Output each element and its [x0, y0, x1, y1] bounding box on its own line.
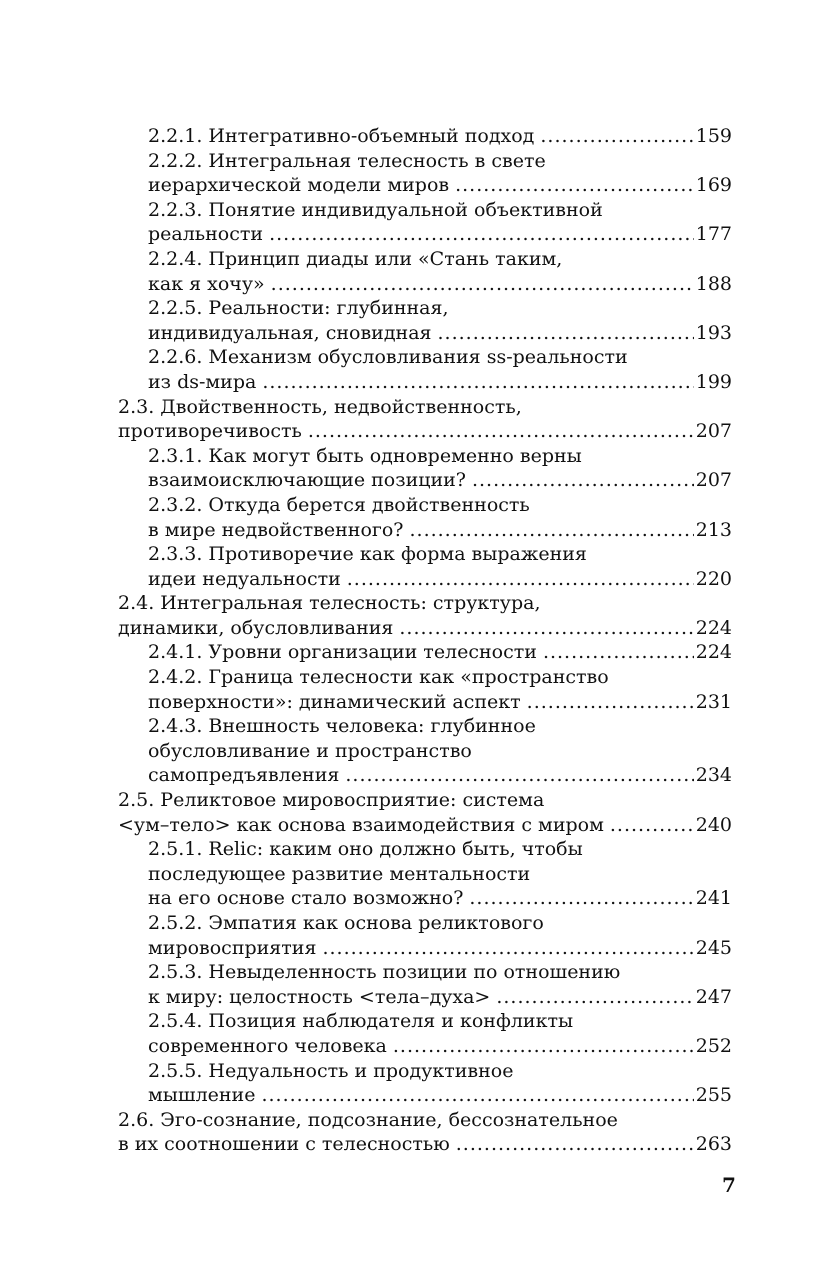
toc-entry-title-line: 2.5.3. Невыделенность позиции по отношению	[148, 961, 621, 984]
toc-entry-title-line: 2.2.6. Механизм обусловливания ss-реальности	[148, 346, 628, 369]
toc-page-number: 159	[695, 125, 732, 147]
toc-entry-title-line: к миру: целостность <тела–духа>	[148, 985, 491, 1008]
toc-entry-title-line: иерархической модели миров	[148, 174, 450, 197]
table-of-contents	[118, 124, 732, 1157]
toc-entry-title-line: 2.2.4. Принцип диады или «Стань таким,	[148, 247, 563, 270]
toc-entry-title-line: 2.4.3. Внешность человека: глубинное	[148, 715, 536, 738]
toc-entry	[118, 788, 732, 837]
toc-entry	[118, 542, 732, 591]
toc-entry-final-line	[148, 173, 732, 198]
toc-entry	[118, 1009, 732, 1058]
dot-leader	[438, 321, 694, 346]
toc-entry-title-line: как я хочу»	[148, 272, 265, 295]
toc-page-number: 263	[695, 1133, 732, 1156]
toc-entry-title-line: 2.5.4. Позиция наблюдателя и конфликты	[148, 1010, 574, 1033]
toc-entry-title-line: 2.5.2. Эмпатия как основа реликтового	[148, 912, 544, 934]
dot-leader	[261, 1083, 693, 1108]
toc-entry-title-line: 2.2.2. Интегральная телесность в свете	[148, 149, 546, 172]
toc-page-number: 241	[695, 887, 732, 910]
dot-leader	[456, 1132, 694, 1157]
toc-page-number: 207	[695, 420, 732, 443]
toc-page-number: 169	[695, 174, 732, 197]
toc-entry-final-line	[148, 321, 732, 346]
toc-entry-final-line	[118, 813, 732, 838]
toc-entry-title-line: 2.5. Реликтовое мировосприятие: система	[118, 789, 545, 812]
toc-entry-title-line: 2.5.5. Недуальность и продуктивное	[148, 1059, 514, 1082]
toc-entry-title-line: в их соотношении с телесностью	[118, 1133, 450, 1156]
toc-entry-title-line: <ум–тело> как основа взаимодействия с миром	[118, 813, 604, 836]
toc-entry-title-line: 2.4. Интегральная телесность: структура,	[118, 592, 541, 615]
toc-page-number: 199	[695, 370, 732, 393]
toc-entry-final-line	[148, 518, 732, 543]
dot-leader	[527, 690, 694, 715]
dot-leader	[393, 1034, 694, 1059]
toc-entry-final-line	[118, 419, 732, 444]
toc-entry	[118, 714, 732, 788]
toc-entry-title-line: 2.6. Эго-сознание, подсознание, бессознательное	[118, 1108, 618, 1131]
toc-entry	[118, 444, 732, 493]
dot-leader	[610, 813, 694, 838]
toc-entry-final-line	[148, 124, 732, 149]
toc-entry	[118, 296, 732, 345]
toc-entry-title-line: 2.3.1. Как могут быть одновременно верны	[148, 444, 582, 467]
toc-entry-title-line: мышление	[148, 1084, 256, 1107]
toc-entry-title-line: поверхности»: динамический аспект	[148, 690, 521, 713]
toc-page-number: 207	[695, 469, 732, 492]
dot-leader	[271, 272, 694, 297]
toc-entry-title-line: в мире недвойственного?	[148, 518, 404, 541]
dot-leader	[262, 370, 693, 395]
toc-entry-final-line	[148, 690, 732, 715]
toc-entry	[118, 911, 732, 960]
toc-entry-final-line	[148, 272, 732, 297]
toc-page-number: 177	[695, 223, 732, 246]
toc-entry-title-line: 2.3.3. Противоречие как форма выражения	[148, 543, 587, 566]
dot-leader	[322, 936, 693, 961]
toc-entry	[118, 198, 732, 247]
toc-entry	[118, 591, 732, 640]
toc-entry	[118, 1059, 732, 1108]
toc-entry-final-line	[148, 370, 732, 395]
toc-page-number: 234	[695, 764, 732, 787]
toc-entry-title-line: 2.2.3. Понятие индивидуальной объективной	[148, 198, 603, 221]
toc-entry-final-line	[148, 468, 732, 493]
dot-leader	[455, 173, 694, 198]
toc-page-number: 245	[695, 936, 732, 959]
toc-entry-title-line: 2.3. Двойственность, недвойственность,	[118, 395, 522, 418]
toc-page-number: 188	[695, 272, 732, 295]
toc-entry-title-line: реальности	[148, 223, 264, 246]
dot-leader	[409, 518, 693, 543]
toc-page-number: 255	[695, 1084, 732, 1107]
toc-page-number: 240	[695, 813, 732, 836]
toc-entry-title-line: взаимоисключающие позиции?	[148, 469, 466, 492]
toc-entry-title-line: современного человека	[148, 1034, 387, 1057]
dot-leader	[496, 985, 693, 1010]
toc-entry	[118, 247, 732, 296]
toc-entry-title-line: индивидуальная, сновидная	[148, 321, 432, 344]
toc-entry-final-line	[148, 886, 732, 911]
toc-page-number: 252	[695, 1034, 732, 1057]
toc-entry-title-line: на его основе стало возможно?	[148, 887, 464, 910]
toc-entry-final-line	[148, 763, 732, 788]
toc-entry-final-line	[118, 1132, 732, 1157]
toc-entry-title-line: 2.4.2. Граница телесности как «пространство	[148, 666, 609, 689]
toc-entry-title-line: последующее развитие ментальности	[148, 862, 531, 885]
toc-entry	[118, 960, 732, 1009]
toc-entry-title-line: мировосприятия	[148, 936, 317, 959]
toc-entry-title-line: 2.3.2. Откуда берется двойственность	[148, 493, 530, 516]
dot-leader	[308, 419, 694, 444]
dot-leader	[399, 616, 693, 641]
toc-page-number: 220	[695, 567, 732, 590]
dot-leader	[472, 468, 694, 493]
toc-entry-title-line: 2.2.5. Реальности: глубинная,	[148, 297, 449, 320]
dot-leader	[269, 222, 694, 247]
toc-page-number: 193	[695, 321, 732, 344]
toc-entry	[118, 124, 732, 149]
toc-entry	[118, 395, 732, 444]
dot-leader	[543, 640, 694, 665]
toc-entry-final-line	[148, 567, 732, 592]
toc-entry-final-line	[148, 1034, 732, 1059]
toc-entry	[118, 665, 732, 714]
dot-leader	[347, 567, 694, 592]
toc-entry	[118, 640, 732, 665]
toc-entry-final-line	[148, 985, 732, 1010]
toc-entry-final-line	[118, 616, 732, 641]
toc-entry-title-line: из ds-мира	[148, 370, 257, 393]
toc-entry-title-line: идеи недуальности	[148, 567, 341, 590]
toc-entry-title-line: противоречивость	[118, 420, 302, 443]
toc-entry	[118, 149, 732, 198]
toc-page-number: 224	[695, 616, 732, 639]
toc-entry-final-line	[148, 222, 732, 247]
dot-leader	[345, 763, 693, 788]
toc-entry-title-line: обусловливание и пространство	[148, 739, 472, 762]
toc-entry-final-line	[148, 1083, 732, 1108]
toc-entry-final-line	[148, 936, 732, 961]
toc-entry-title-line: 2.2.1. Интегративно-объемный подход	[148, 125, 535, 147]
toc-entry-title-line: 2.4.1. Уровни организации телесности	[148, 641, 537, 664]
toc-page-number: 224	[695, 641, 732, 664]
toc-entry-title-line: 2.5.1. Relic: каким оно должно быть, чтобы	[148, 838, 583, 861]
dot-leader	[540, 124, 693, 149]
toc-entry	[118, 837, 732, 911]
toc-entry	[118, 493, 732, 542]
toc-entry	[118, 345, 732, 394]
toc-page-number: 213	[695, 518, 732, 541]
toc-entry-final-line	[148, 640, 732, 665]
toc-entry-title-line: динамики, обусловливания	[118, 616, 394, 639]
toc-entry	[118, 1108, 732, 1157]
toc-page-number: 247	[695, 985, 732, 1008]
page-number: 7	[722, 1173, 736, 1197]
toc-page-number: 231	[695, 690, 732, 713]
dot-leader	[469, 886, 693, 911]
toc-entry-title-line: самопредъявления	[148, 764, 340, 787]
